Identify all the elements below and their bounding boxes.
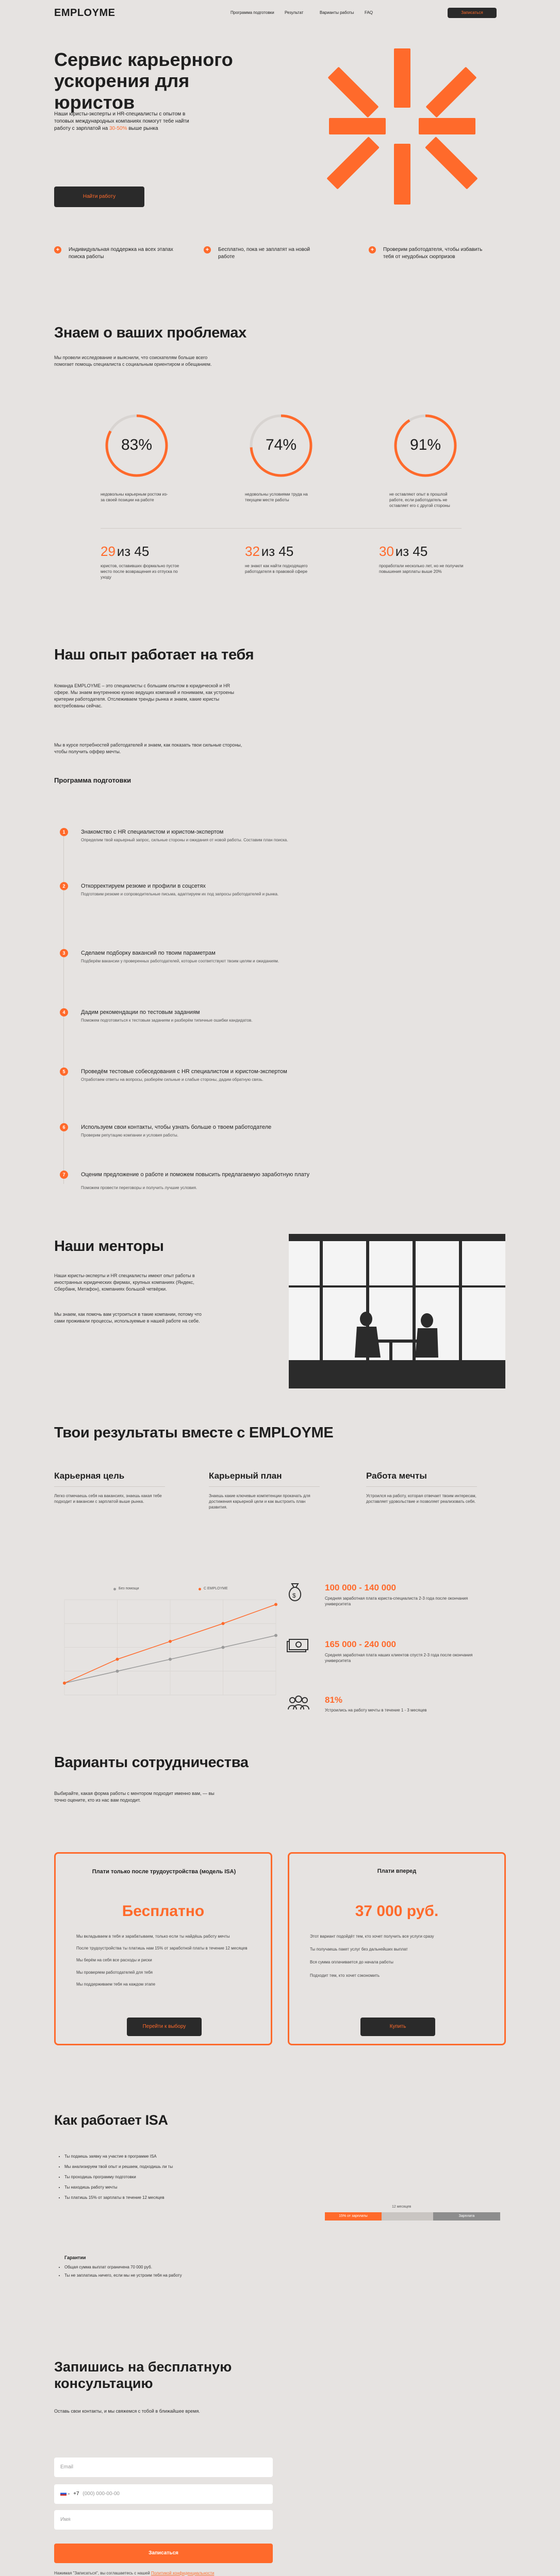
salary-value: 100 000 - 140 000 (325, 1583, 397, 1592)
phone-field[interactable] (54, 2484, 273, 2504)
result-col-title: Карьерная цель (54, 1471, 125, 1481)
stat-percent: 83% (121, 436, 153, 453)
plan-title: Плати только после трудоустройства (модель ISA) (92, 1869, 236, 1875)
line-chart (59, 1595, 281, 1700)
hero-title: Сервис карьерного ускорения для юристов (54, 49, 233, 113)
results-chart: Без помощи С EMPLOYME (59, 1587, 281, 1700)
ratio-item (245, 544, 333, 575)
plan-feature: Мы вкладываем в тебя и зарабатываем, только если ты найдёшь работу мечты (76, 1934, 230, 1939)
hero-sunburst-illustration (325, 43, 480, 218)
ratio-number: 30 (379, 544, 394, 559)
isa-bar-accent: 15% от зарплаты (325, 2212, 382, 2221)
step-text: Поможем провести переговоры и получить лучшие условия. (81, 1185, 197, 1190)
header-signup-button[interactable]: Записаться (448, 8, 497, 18)
step-number: 6 (60, 1123, 68, 1131)
step-text: Определим твой карьерный запрос, сильные стороны и ожидания от новой работы. Составим план поиска. (81, 838, 288, 842)
flag-icon (60, 2492, 67, 2496)
step-number: 3 (60, 949, 68, 957)
step-title: Проведём тестовые собеседования с HR специалистом и юристом-экспертом (81, 1069, 287, 1075)
consent-text: Нажимая "Записаться", вы соглашаетесь с нашей Политикой конфиденциальности (54, 2571, 215, 2575)
ratio-text: не знают как найти подходящего работодателя в правовой сфере (245, 564, 308, 574)
result-col (366, 1471, 495, 1504)
isa-guarantee-item: • Общая сумма выплат ограничена 70 000 руб. (64, 2264, 260, 2270)
plan-price: Бесплатно (122, 1903, 205, 1920)
isa-list-item: • Ты подаешь заявку на участие в программе ISA (64, 2154, 260, 2160)
program-step (57, 949, 449, 995)
consult-intro: Оставь свои контакты, и мы свяжемся с тобой в ближайшее время. (54, 2409, 200, 2414)
money-bill-icon (286, 1638, 309, 1654)
plan-feature: Мы проверяем работодателей для тебя (76, 1970, 153, 1975)
data-point (222, 1622, 225, 1625)
ratio-of: из 45 (117, 544, 150, 559)
svg-text:$: $ (292, 1592, 296, 1599)
step-number: 5 (60, 1067, 68, 1076)
stat-circle (245, 410, 317, 482)
money-bag-icon (286, 1582, 304, 1602)
plan-feature: Этот вариант подойдёт тем, кто хочет получить все услуги сразу (310, 1934, 434, 1939)
plans-title: Варианты сотрудничества (54, 1754, 249, 1771)
plan-feature: Мы берём на себя все расходы и риски (76, 1958, 152, 1963)
problems-intro: Мы провели исследование и выяснили, что соискателям больше всего помогает помощь специалиста с социальным ориентиром и обещанием. (54, 355, 212, 367)
isa-guarantee-list (64, 2264, 260, 2279)
stat-circle (389, 410, 462, 482)
plan-buy-button[interactable]: Купить (360, 2018, 435, 2036)
isa-guarantee-item: • Ты не заплатишь ничего, если мы не устроим тебя на работу (64, 2273, 260, 2279)
isa-list-item: • Ты находишь работу мечты (64, 2184, 260, 2191)
step-text: Поможем подготовиться к тестовым заданиям и разберём типичные ошибки кандидатов. (81, 1018, 253, 1023)
program-step (57, 882, 449, 928)
program-step (57, 1171, 449, 1217)
result-col-title: Карьерный план (209, 1471, 282, 1481)
email-field[interactable]: Email (54, 2458, 273, 2477)
benefit-text: Бесплатно, пока не заплатят на новой работе (218, 247, 310, 260)
plan-features (310, 1934, 485, 1986)
step-text: Проверим репутацию компании и условия работы. (81, 1133, 178, 1138)
isa-list-item: • Ты платишь 15% от зарплаты в течение 12 месяцев (64, 2195, 260, 2201)
ratio-number: 29 (101, 544, 116, 559)
isa-title: Как работает ISA (54, 2112, 168, 2128)
data-point (169, 1640, 172, 1643)
step-number: 2 (60, 882, 68, 890)
stat-percent: 74% (265, 436, 297, 453)
mentors-text: Наши юристы-эксперты и HR специалисты имеют опыт работы в иностранных юридических фирмах, крупных компаниях (Яндекс, Сбербанк, Метафон), компаниях большой четвёрки. (54, 1273, 195, 1292)
plus-icon: + (54, 246, 61, 253)
users-icon (286, 1695, 311, 1710)
experience-text: Команда EMPLOYME – это специалисты с большим опытом в юридической и HR сфере. Мы знаем внутреннюю кухню ведущих компаний и понимаем, как устроены критерии работодателя. Отслеживаем тренды рынка и знаем, какие юристы востребованы сейчас. (54, 683, 234, 709)
experience-text: Мы в курсе потребностей работодателей и знаем, как показать твои сильные стороны, чтобы получить оффер мечты. (54, 742, 242, 755)
step-text: Подберём вакансии у проверенных работодателей, которые соответствуют твоим целям и ожиданиям. (81, 959, 279, 963)
stat-circle (101, 410, 173, 482)
step-number: 1 (60, 828, 68, 836)
step-title: Знакомство с HR специалистом и юристом-экспертом (81, 829, 224, 835)
salary-text: Устроились на работу мечты в течение 1 - 3 месяцев (325, 1708, 427, 1713)
program-title: Программа подготовки (54, 776, 131, 784)
nav-item-result[interactable]: Результат (285, 10, 304, 15)
result-col (54, 1471, 183, 1504)
results-title: Твои результаты вместе с EMPLOYME (54, 1425, 334, 1441)
submit-button[interactable]: Записаться (54, 2544, 273, 2563)
divider (101, 528, 462, 529)
mentors-photo (289, 1234, 505, 1388)
header (0, 0, 560, 25)
ratio-text: юристов, оставивших формально пустое место после возвращения из отпуска по уходу (101, 564, 179, 580)
stat-percent: 91% (409, 436, 441, 453)
stat-text: не оставляют опыт в прошлой работе, если работодатель не оставляет его с другой стороны (389, 492, 450, 508)
salary-text: Средняя заработная плата наших клиентов спустя 2-3 года после окончания университета (325, 1653, 473, 1663)
plan-card-isa (54, 1852, 272, 2045)
privacy-link[interactable]: Политикой конфиденциальности (151, 2571, 215, 2575)
step-text: Подготовим резюме и сопроводительные письма, адаптируем их под запросы работодателей и рынка. (81, 892, 279, 896)
step-title: Используем свои контакты, чтобы узнать больше о твоем работодателе (81, 1124, 272, 1130)
step-title: Сделаем подборку вакансий по твоим параметрам (81, 950, 216, 956)
isa-list-item: • Ты проходишь программу подготовки (64, 2174, 260, 2180)
plan-feature: Ты получаешь пакет услуг без дальнейших выплат (310, 1947, 408, 1952)
divider (209, 1486, 320, 1487)
plan-card-prepay (288, 1852, 506, 2045)
isa-guarantee-title: Гарантии (64, 2255, 86, 2260)
salary-text: Средняя заработная плата юриста-специалиста 2-3 года после окончания университета (325, 1596, 468, 1606)
plan-feature: Мы поддерживаем тебя на каждом этапе (76, 1981, 156, 1987)
plan-feature: После трудоустройства ты платишь нам 15% от заработной платы в течение 12 месяцев (76, 1946, 248, 1951)
program-step (57, 1008, 449, 1055)
benefit-text: Индивидуальная поддержка на всех этапах поиска работы (69, 247, 173, 260)
ratio-of: из 45 (261, 544, 294, 559)
consult-title: Запишись на бесплатную консультацию (54, 2359, 232, 2392)
plan-feature: Вся сумма оплачивается до начала работы (310, 1960, 393, 1965)
plan-title: Плати вперед (377, 1868, 417, 1874)
step-number: 7 (60, 1171, 68, 1179)
nav-item-program[interactable]: Программа подготовки (230, 10, 274, 15)
hero-find-job-button[interactable]: Найти работу (54, 187, 144, 207)
isa-bar-grey (382, 2212, 433, 2221)
isa-bar-dark: Зарплата (433, 2212, 500, 2221)
plans-intro: Выбирайте, какая форма работы с ментором подходит именно вам, — вы точно оцените, кто из нас вам подходит. (54, 1791, 215, 1803)
phone-prefix: +7 (73, 2491, 79, 2497)
ratio-of: из 45 (395, 544, 428, 559)
program-step (57, 828, 449, 874)
plan-price: 37 000 руб. (355, 1903, 439, 1920)
salary-value: 81% (325, 1695, 343, 1705)
plus-icon: + (204, 246, 211, 253)
salary-value: 165 000 - 240 000 (325, 1639, 397, 1649)
ratio-number: 32 (245, 544, 260, 559)
stat-text: недовольны карьерным ростом из-за своей позиции на работе (101, 492, 168, 502)
chevron-down-icon[interactable]: ▾ (68, 2493, 70, 2496)
experience-title: Наш опыт работает на тебя (54, 647, 254, 663)
isa-bar-label: 12 месяцев (392, 2205, 411, 2209)
divider (54, 1486, 165, 1487)
step-number: 4 (60, 1008, 68, 1016)
data-point (116, 1670, 119, 1673)
ratio-item (101, 544, 188, 580)
result-col-text: Знаешь какие ключевые компетенции прокачать для достижения карьерной цели и как выстроить план развития. (209, 1494, 310, 1510)
data-point (63, 1682, 66, 1685)
plan-isa-button[interactable]: Перейти к выбору (127, 2018, 202, 2036)
step-title: Дадим рекомендации по тестовым заданиям (81, 1009, 200, 1015)
mentors-title: Наши менторы (54, 1238, 164, 1255)
problems-title: Знаем о ваших проблемах (54, 325, 246, 341)
mentors-text: Мы знаем, как помочь вам устроиться в такие компании, потому что сами проживали процессы, используемые в нашей работе на себе. (54, 1312, 202, 1324)
plan-features (76, 1934, 252, 1993)
result-col-title: Работа мечты (366, 1471, 427, 1481)
step-title: Откорректируем резюме и профили в соцсетях (81, 883, 206, 889)
result-col-text: Устроился на работу, которая отвечает твоим интересам, доставляет удовольствие и позволяет реализовать себя. (366, 1494, 476, 1504)
program-step (57, 1123, 449, 1170)
plus-icon: + (369, 246, 376, 253)
step-text: Отработаем ответы на вопросы, разберём сильные и слабые стороны, дадим обратную связь. (81, 1077, 263, 1082)
benefit-text: Проверим работодателя, чтобы избавить тебя от неудобных сюрпризов (383, 247, 483, 260)
nav-item-faq[interactable]: FAQ (365, 10, 373, 15)
step-title: Оценим предложение о работе и поможем повысить предлагаемую заработную плату (81, 1172, 310, 1178)
logo[interactable]: EMPLOYME (54, 7, 116, 19)
ratio-item (379, 544, 467, 575)
program-step (57, 1067, 449, 1114)
plan-feature: Подходит тем, кто хочет сэкономить (310, 1973, 380, 1978)
data-point (274, 1634, 277, 1637)
data-point (169, 1658, 172, 1661)
data-point (222, 1646, 225, 1649)
ratio-text: проработали несколько лет, но не получили повышения зарплаты выше 20% (379, 564, 464, 574)
data-point (274, 1603, 277, 1606)
nav-item-plans[interactable]: Варианты работы (320, 10, 354, 15)
divider (366, 1486, 477, 1487)
hero-text: Наши юристы-эксперты и HR-специалисты с опытом в топовых международных компаниях помогут тебе найти работу с зарплатой на 30-50% выше рынка (54, 111, 189, 131)
stat-text: недовольны условиями труда на текущем месте работы (245, 492, 308, 502)
name-field[interactable]: Имя (54, 2510, 273, 2530)
phone-placeholder: (000) 000-00-00 (83, 2491, 120, 2497)
data-point (116, 1658, 119, 1661)
result-col (209, 1471, 338, 1511)
isa-diagram (325, 2205, 503, 2231)
result-col-text: Легко отмечаешь себя на вакансиях, знаешь какая тебе подходит и вакансии с зарплатой выше рынка. (54, 1494, 162, 1504)
isa-list (64, 2154, 260, 2205)
isa-list-item: • Мы анализируем твой опыт и решаем, подходишь ли ты (64, 2164, 260, 2170)
